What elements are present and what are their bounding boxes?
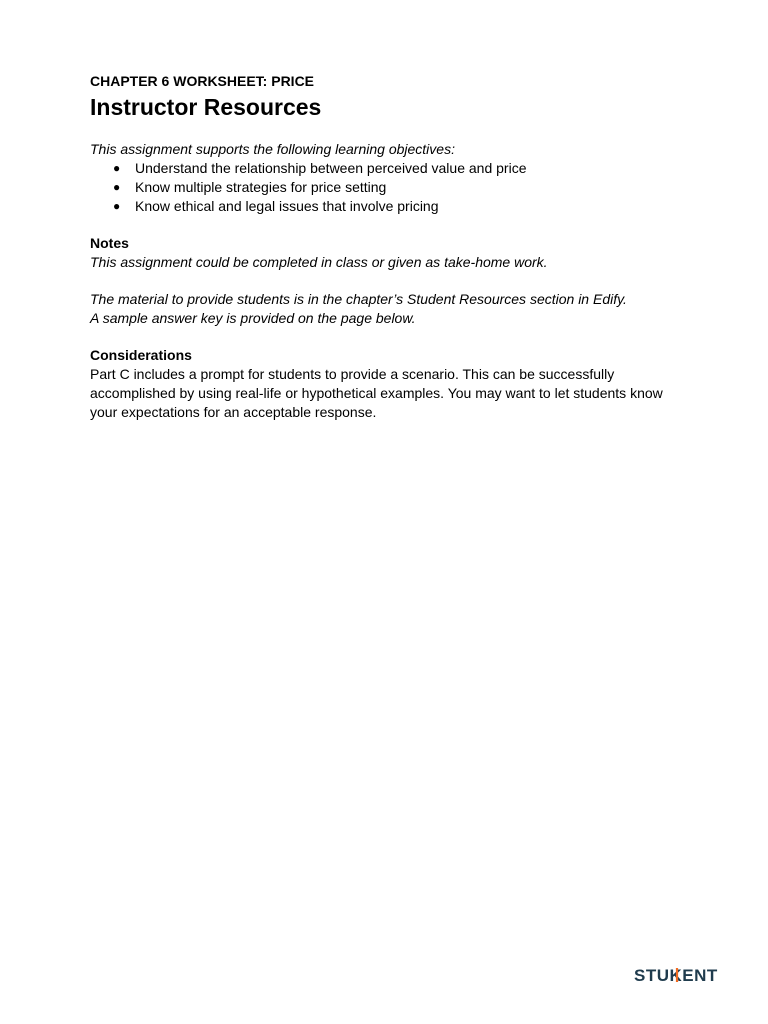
bullet-icon: ●	[113, 199, 121, 213]
objectives-list	[90, 159, 680, 216]
considerations-heading: Considerations	[90, 347, 192, 363]
notes-line: This assignment could be completed in class or given as take-home work.	[90, 254, 548, 270]
notes-heading: Notes	[90, 235, 129, 251]
notes-line: A sample answer key is provided on the page below.	[90, 310, 416, 326]
objective-text: Know ethical and legal issues that involve pricing	[135, 198, 439, 214]
document-page	[90, 72, 680, 422]
objective-text: Understand the relationship between perceived value and price	[135, 160, 527, 176]
spacer	[90, 272, 680, 290]
page-title: Instructor Resources	[90, 94, 322, 120]
notes-line: The material to provide students is in the chapter’s Student Resources section in Edify.	[90, 291, 627, 307]
considerations-text: Part C includes a prompt for students to provide a scenario. This can be successfully accomplished by using real-life or hypothetical examples. You may want to let students know your expectations for an acceptable response.	[90, 366, 663, 420]
list-item	[90, 178, 680, 197]
objective-text: Know multiple strategies for price setting	[135, 179, 387, 195]
objectives-intro: This assignment supports the following learning objectives:	[90, 141, 455, 157]
bullet-icon: ●	[113, 180, 121, 194]
stukent-logo	[634, 962, 724, 986]
list-item	[90, 197, 680, 216]
list-item	[90, 159, 680, 178]
chapter-label: CHAPTER 6 WORKSHEET: PRICE	[90, 73, 315, 89]
bullet-icon: ●	[113, 161, 121, 175]
logo-wordmark: STUKENT	[634, 966, 718, 985]
